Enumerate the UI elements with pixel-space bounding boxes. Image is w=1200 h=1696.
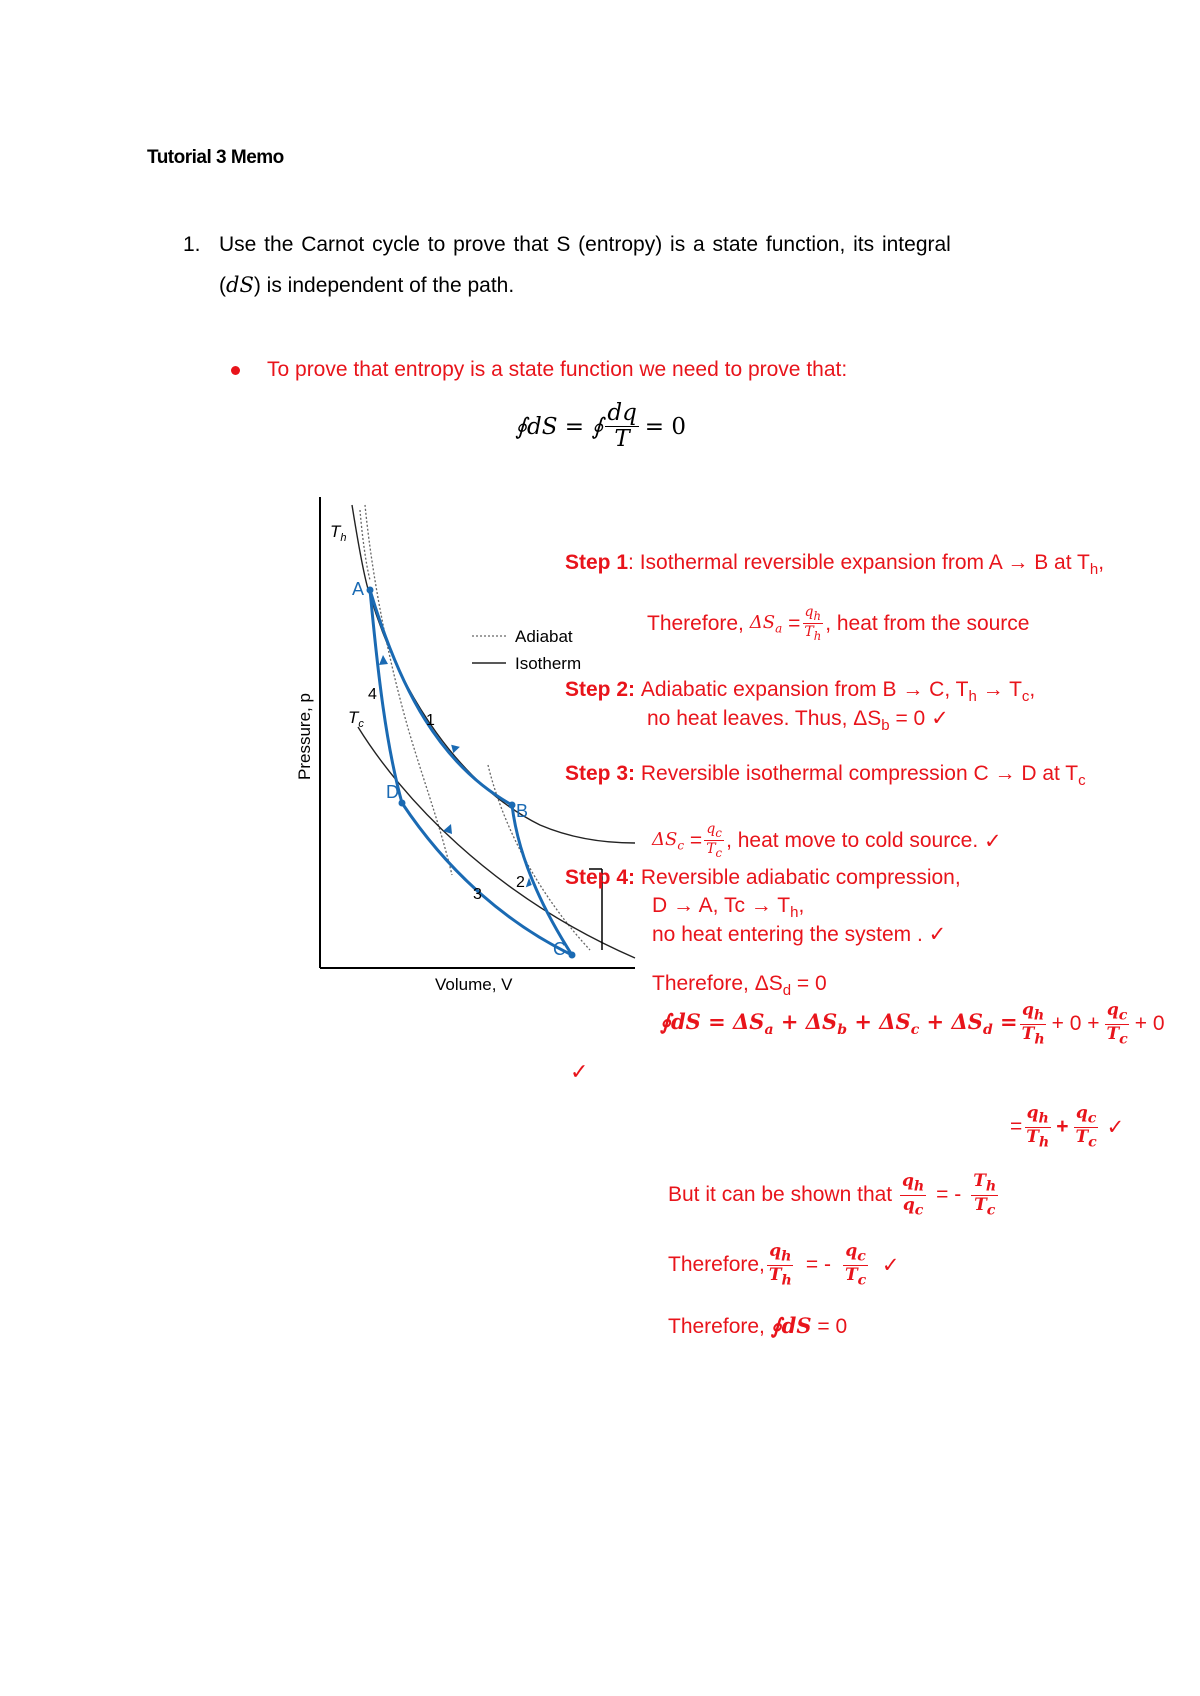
adiabat-top [360,510,370,580]
step-4-therefore: Therefore, $\Delta S_d = 0$ [652,972,827,1000]
therefore-final: Therefore, ∮dS = 0 [668,1313,848,1338]
point-a-label: A [352,579,365,599]
step-2-line-2: no heat leaves. Thus, $\Delta S_b = 0$ ✓ [647,706,949,735]
path-3 [402,803,572,955]
path-1 [370,590,512,805]
step-2: Step 2: Adiabatic expansion from B → C, $T_h \to T_c$, [565,678,1036,706]
page-title: Tutorial 3 Memo [147,147,284,168]
legend-isotherm: Isotherm [515,654,582,673]
path-2-label: 2 [516,874,525,891]
question-line-1: Use the Carnot cycle to prove that S (entropy) is a state function, its integral [219,233,951,256]
path-1-label: 1 [426,712,435,729]
tc-label: $T_c$ [348,708,364,730]
main-equation: ∮dS = ∮ $\frac{dq}{T}$ = 0 [515,400,687,452]
step-1-therefore: Therefore, $\Delta S_a$ = $\frac{q_h}{T_h}$ , heat from the source [647,604,1030,644]
step-4-line-2: D → A, $Tc \to T_h$, [652,894,805,922]
checkmark-icon: ✓ [570,1060,589,1085]
path-4-label: 4 [368,686,377,703]
path-3-label: 3 [473,886,482,903]
bullet-dot [231,366,240,375]
point-d-label: D [386,782,399,802]
question-number: 1. [183,233,201,256]
result-sum: = $\frac{q_h}{T_h}$ + $\frac{q_c}{T_c}$ ✓ [1010,1103,1125,1150]
shown-that: But it can be shown that $\frac{q_h}{q_c}$ = - $\frac{T_h}{T_c}$ [668,1171,997,1218]
step-3-entropy: $\Delta S_c$ = $\frac{q_c}{T_c}$ , heat move to cold source. ✓ [652,821,1002,861]
therefore-ratio: Therefore, $\frac{q_h}{T_h}$ = - $\frac{q_c}{T_c}$ ✓ [668,1241,900,1288]
step-4-line-3: no heat entering the system . ✓ [652,922,947,946]
legend-adiabat: Adiabat [515,627,573,646]
th-label: $T_h$ [330,522,347,544]
sum-equation: ∮dS = $\Delta S_a + \Delta S_b + \Delta S_c + \Delta S_d$ = $\frac{q_h}{T_h}$ + 0 + $\frac{q_c}{T_c}$ + 0 [660,1000,1165,1047]
step-3: Step 3: Reversible isothermal compression C → D at $T_c$ [565,762,1086,790]
point-c-label: C [553,939,566,959]
point-b-label: B [516,801,529,821]
step-1: Step 1: Isothermal reversible expansion from A → B at $T_h$, [565,551,1105,579]
x-axis-label: Volume, V [435,975,513,994]
question-line-2: (dS) is independent of the path. [219,273,515,297]
adiabat-right [488,765,590,950]
bullet-text: To prove that entropy is a state function we need to prove that: [267,358,848,381]
y-axis-label: Pressure, p [295,693,314,780]
step-4: Step 4: Reversible adiabatic compression, [565,866,961,889]
